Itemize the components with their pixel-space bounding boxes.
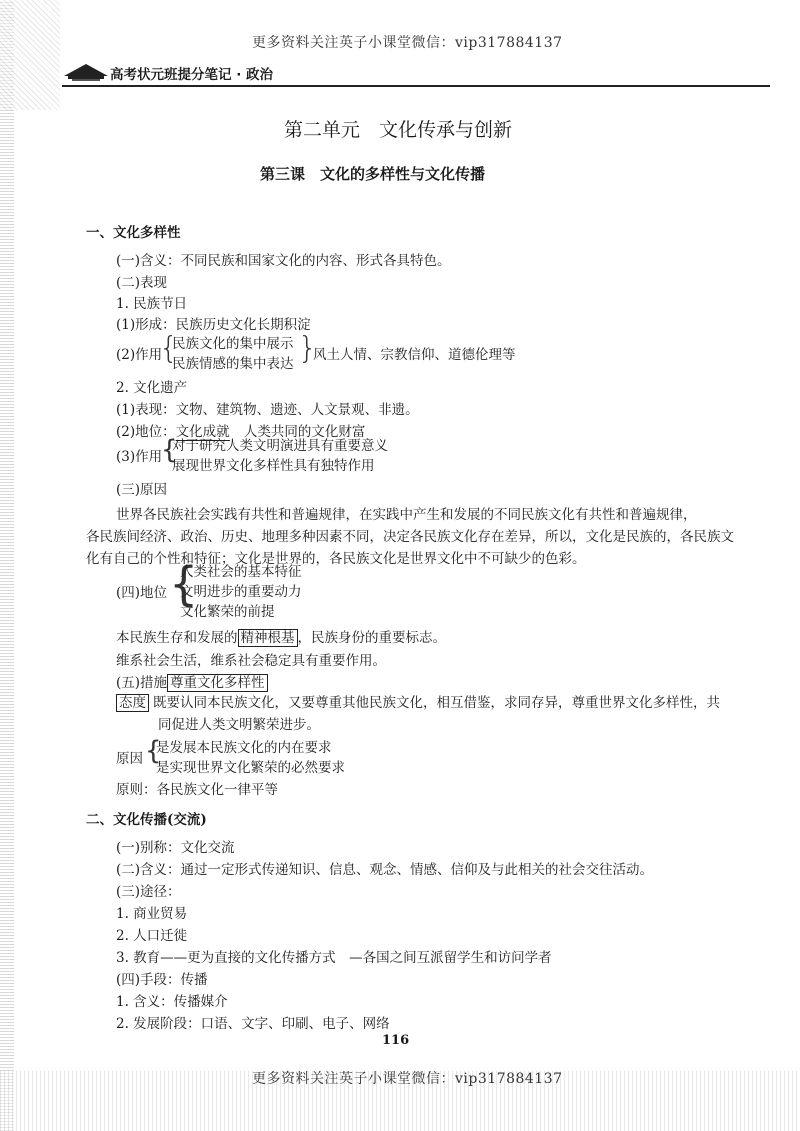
- s1-para2: 各民族间经济、政治、历史、地理多种因素不同，决定各民族文化存在差异，所以，文化是民族的，各民族文: [86, 529, 734, 545]
- s1-h-status-post: 人类共同的文化财富: [243, 424, 366, 440]
- s1-line-a-post: ，民族身份的重要标志。: [297, 630, 446, 646]
- s1-h-status-box: 文化成就: [175, 424, 230, 440]
- s1-role-b: 民族情感的集中表达: [172, 356, 294, 372]
- s1-h-status-pre: (2)地位：: [116, 424, 176, 440]
- s2-means: (四)手段：传播: [116, 972, 208, 988]
- s1-line-b: 维系社会生活，维系社会稳定具有重要作用。: [116, 653, 386, 669]
- s1-r-a: 是发展本民族文化的内在要求: [156, 740, 332, 756]
- s1-m-box: 尊重文化多样性: [167, 674, 268, 692]
- s1-measure: [116, 675, 268, 691]
- s1-pos-c: 文化繁荣的前提: [180, 604, 275, 620]
- s2-m2: 2. 发展阶段：口语、文字、印刷、电子、网络: [116, 1016, 390, 1032]
- s1-att-text2: 同促进人类文明繁荣进步。: [158, 717, 320, 733]
- s1-r-b: 是实现世界文化繁荣的必然要求: [156, 760, 345, 776]
- s1-formation: (1)形成：民族历史文化长期积淀: [116, 317, 311, 333]
- header-logo-icon: [62, 60, 110, 86]
- unit-title: 第二单元 文化传承与创新: [284, 119, 513, 141]
- s1-para1: 世界各民族社会实践有共性和普遍规律，在实践中产生和发展的不同民族文化有共性和普遍规律，: [116, 507, 697, 523]
- header-rule: [62, 85, 770, 87]
- scan-noise-corner: [0, 0, 60, 110]
- s1-attitude: [116, 695, 720, 711]
- section1-heading: 一、文化多样性: [86, 225, 181, 241]
- s2-alias: (一)别称：文化交流: [116, 840, 235, 856]
- s1-line-a: [116, 630, 446, 646]
- s1-role-tail: 风土人情、宗教信仰、道德伦理等: [313, 347, 516, 363]
- s2-w2: 2. 人口迁徙: [116, 928, 188, 944]
- s1-h-role-a: 对于研究人类文明演进具有重要意义: [172, 438, 388, 454]
- s2-def: (二)含义：通过一定形式传递知识、信息、观念、情感、信仰及与此相关的社会交往活动。: [116, 862, 654, 878]
- s1-manifest: (二)表现: [116, 275, 168, 291]
- watermark-bottom: 更多资料关注英子小课堂微信：vip317884137: [252, 1071, 563, 1087]
- brace-right: }: [298, 331, 318, 366]
- scan-noise-left: [0, 0, 14, 1131]
- s1-heritage: 2. 文化遗产: [116, 380, 188, 396]
- lesson-title: 第三课 文化的多样性与文化传播: [260, 165, 486, 183]
- brace-reason: {: [145, 736, 162, 766]
- brace-position: {: [169, 557, 199, 611]
- header-series: 高考状元班提分笔记 · 政治: [110, 67, 274, 83]
- s1-festival: 1. 民族节日: [116, 296, 188, 312]
- s2-m1: 1. 含义：传播媒介: [116, 994, 228, 1010]
- brace-left: {: [159, 331, 179, 366]
- brace-heritage: {: [161, 435, 178, 465]
- s1-pos-a: 人类社会的基本特征: [180, 564, 302, 580]
- s1-h-role-label: (3)作用: [116, 449, 163, 465]
- s1-para3: 化有自己的个性和特征；文化是世界的，各民族文化是世界文化中不可缺少的色彩。: [86, 551, 586, 567]
- s1-reason: (三)原因: [116, 482, 168, 498]
- s1-line-a-box: 精神根基: [238, 629, 298, 647]
- s1-role-a: 民族文化的集中展示: [172, 336, 294, 352]
- s1-role-label: (2)作用: [116, 347, 163, 363]
- watermark-top: 更多资料关注英子小课堂微信：vip317884137: [252, 35, 563, 51]
- s1-r-label: 原因: [116, 751, 143, 767]
- s2-ways: (三)途径：: [116, 884, 181, 900]
- s1-m-label: (五)措施: [116, 675, 168, 691]
- s2-w1: 1. 商业贸易: [116, 906, 188, 922]
- section2-heading: 二、文化传播(交流): [86, 812, 207, 828]
- s1-h-show: (1)表现：文物、建筑物、遗迹、人文景观、非遗。: [116, 402, 419, 418]
- s2-w3: 3. 教育——更为直接的文化传播方式 —各国之间互派留学生和访问学者: [116, 950, 552, 966]
- s1-line-a-pre: 本民族生存和发展的: [116, 630, 238, 646]
- s1-pos-label: (四)地位: [116, 585, 168, 601]
- page-number: 116: [382, 1033, 410, 1048]
- s1-pos-b: 文明进步的重要动力: [180, 584, 302, 600]
- s1-principle: 原则：各民族文化一律平等: [116, 782, 278, 798]
- s1-att-box: 态度: [116, 694, 149, 712]
- s1-def: (一)含义：不同民族和国家文化的内容、形式各具特色。: [116, 253, 451, 269]
- s1-att-text1: 既要认同本民族文化，又要尊重其他民族文化，相互借鉴，求同存异，尊重世界文化多样性，共: [153, 695, 720, 711]
- s1-h-role-b: 展现世界文化多样性具有独特作用: [172, 458, 375, 474]
